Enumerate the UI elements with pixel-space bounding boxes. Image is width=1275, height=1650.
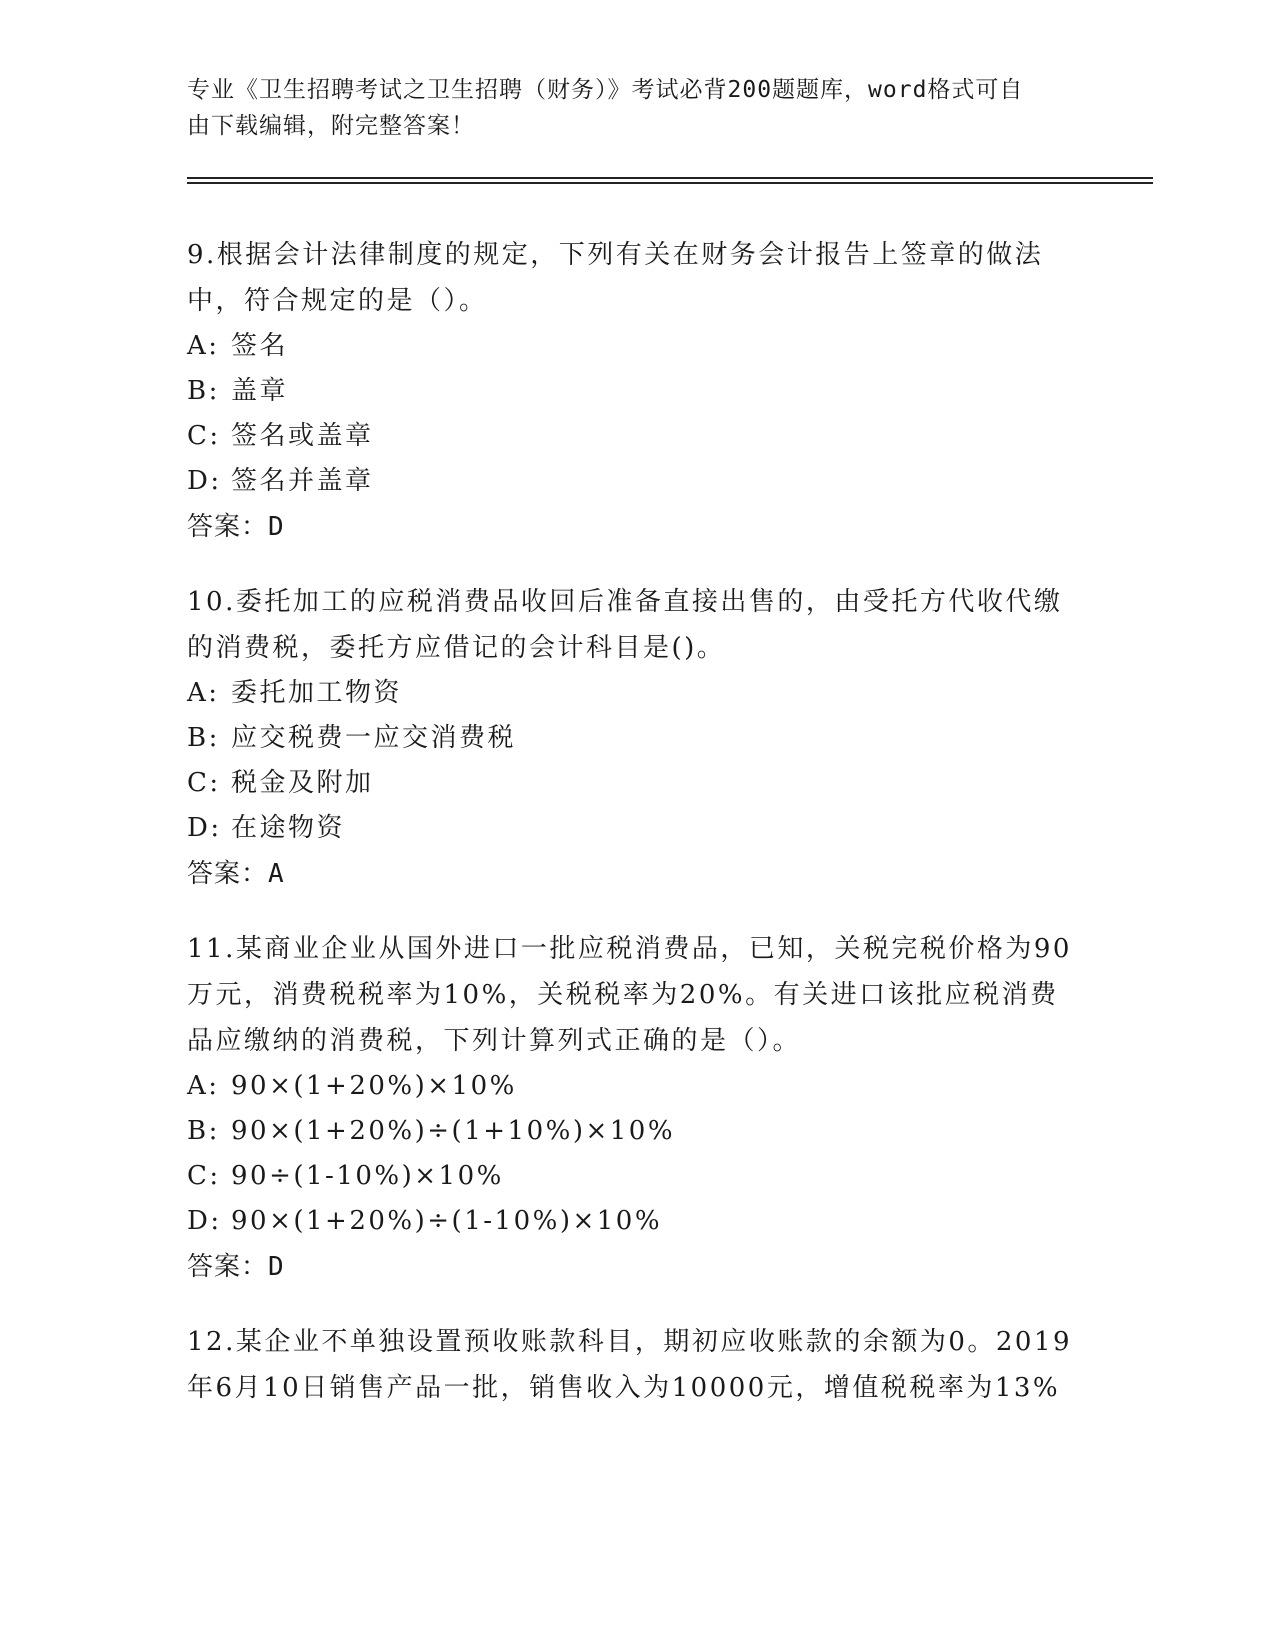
question-stem-line: 9.根据会计法律制度的规定，下列有关在财务会计报告上签章的做法 xyxy=(187,240,1044,270)
option-a xyxy=(187,1064,1087,1109)
question-12 xyxy=(187,1319,1087,1411)
question-stem-line: 12.某企业不单独设置预收账款科目，期初应收账款的余额为0。2019 xyxy=(187,1327,1073,1357)
option-c xyxy=(187,1154,1087,1199)
question-stem-line: 的消费税，委托方应借记的会计科目是()。 xyxy=(187,633,726,663)
option-key: B: xyxy=(187,723,220,753)
question-stem-line: 10.委托加工的应税消费品收回后准备直接出售的，由受托方代收代缴 xyxy=(187,587,1063,617)
option-key: A: xyxy=(187,1071,220,1101)
question-9 xyxy=(187,232,1087,550)
option-key: A: xyxy=(187,678,220,708)
answer-line: 答案：A xyxy=(187,859,285,889)
question-list xyxy=(187,232,1087,1440)
question-stem-line: 中，符合规定的是（）。 xyxy=(187,286,488,316)
option-key: B: xyxy=(187,376,220,406)
question-11 xyxy=(187,926,1087,1290)
option-key: D: xyxy=(187,466,222,496)
answer-line: 答案：D xyxy=(187,512,285,542)
option-key: B: xyxy=(187,1116,220,1146)
option-text: 签名或盖章 xyxy=(231,421,374,451)
option-text: 税金及附加 xyxy=(231,768,374,798)
option-key: A: xyxy=(187,331,220,361)
option-b xyxy=(187,716,1087,761)
header-divider-bottom xyxy=(187,182,1153,184)
option-text: 盖章 xyxy=(231,376,289,406)
question-stem-line: 万元，消费税税率为10%，关税税率为20%。有关进口该批应税消费 xyxy=(187,980,1059,1010)
option-key: C: xyxy=(187,421,221,451)
option-text: 90×(1+20%)÷(1+10%)×10% xyxy=(231,1116,676,1146)
option-d xyxy=(187,459,1087,504)
option-key: C: xyxy=(187,768,221,798)
option-text: 90×(1+20%)÷(1-10%)×10% xyxy=(231,1206,663,1236)
header-divider-top xyxy=(187,177,1153,179)
option-text: 90×(1+20%)×10% xyxy=(231,1071,517,1101)
option-text: 委托加工物资 xyxy=(231,678,403,708)
option-text: 签名 xyxy=(231,331,289,361)
header-line-2: 由下载编辑，附完整答案！ xyxy=(187,113,475,139)
document-header xyxy=(187,72,1067,144)
question-stem-line: 11.某商业企业从国外进口一批应税消费品，已知，关税完税价格为90 xyxy=(187,934,1072,964)
option-key: C: xyxy=(187,1161,221,1191)
option-b xyxy=(187,369,1087,414)
option-b xyxy=(187,1109,1087,1154)
question-stem-line: 品应缴纳的消费税，下列计算列式正确的是（）。 xyxy=(187,1026,802,1056)
option-text: 在途物资 xyxy=(231,813,346,843)
option-text: 应交税费一应交消费税 xyxy=(231,723,517,753)
option-a xyxy=(187,324,1087,369)
question-stem-line: 年6月10日销售产品一批，销售收入为10000元，增值税税率为13% xyxy=(187,1373,1061,1403)
option-d xyxy=(187,1199,1087,1244)
option-key: D: xyxy=(187,813,222,843)
answer-line: 答案：D xyxy=(187,1252,285,1282)
option-text: 签名并盖章 xyxy=(231,466,374,496)
option-c xyxy=(187,414,1087,459)
header-line-1: 专业《卫生招聘考试之卫生招聘（财务）》考试必背200题题库，word格式可自 xyxy=(187,77,1024,103)
question-10 xyxy=(187,579,1087,897)
option-c xyxy=(187,761,1087,806)
option-text: 90÷(1-10%)×10% xyxy=(231,1161,504,1191)
option-key: D: xyxy=(187,1206,222,1236)
option-a xyxy=(187,671,1087,716)
option-d xyxy=(187,806,1087,851)
